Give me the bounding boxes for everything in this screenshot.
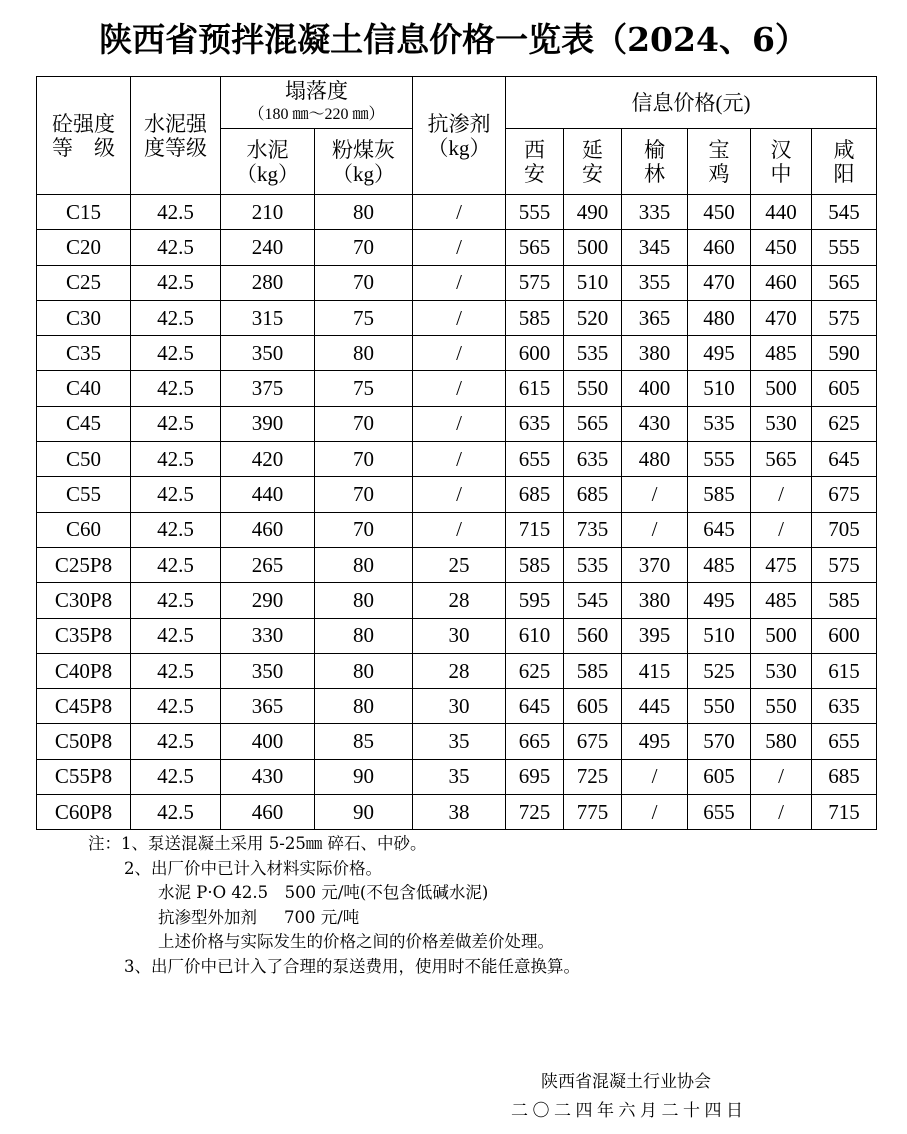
- cell-hanzhong: /: [751, 759, 812, 794]
- note-2-admixture-price: 抗渗型外加剂 700 元/吨: [158, 907, 360, 927]
- cell-grade: C30P8: [37, 583, 131, 618]
- cell-xianyang: 635: [812, 689, 877, 724]
- cell-xianyang: 615: [812, 653, 877, 688]
- cell-cement: 365: [221, 689, 315, 724]
- cell-cement: 390: [221, 406, 315, 441]
- header-slump: [221, 77, 413, 129]
- cell-cement-grade: 42.5: [131, 618, 221, 653]
- cell-grade: C60P8: [37, 795, 131, 830]
- cell-xian: 625: [506, 653, 564, 688]
- cell-yanan: 605: [564, 689, 622, 724]
- cell-grade: C55: [37, 477, 131, 512]
- cell-flyash: 70: [315, 477, 413, 512]
- header-flyash: 粉煤灰 （kg）: [315, 129, 413, 195]
- page-title: 陕西省预拌混凝土信息价格一览表（2024、6）: [99, 20, 808, 59]
- cell-baoji: 605: [688, 759, 751, 794]
- cell-yanan: 735: [564, 512, 622, 547]
- cell-xian: 635: [506, 406, 564, 441]
- cell-yanan: 775: [564, 795, 622, 830]
- cell-xianyang: 645: [812, 442, 877, 477]
- cell-yanan: 565: [564, 406, 622, 441]
- table-row: [37, 265, 877, 300]
- cell-yulin: /: [622, 759, 688, 794]
- header-grade: 砼强度 等 级: [37, 77, 131, 195]
- cell-xianyang: 685: [812, 759, 877, 794]
- cell-grade: C45: [37, 406, 131, 441]
- cell-cement: 265: [221, 547, 315, 582]
- header-city-xianyang: 咸 阳: [812, 129, 877, 195]
- cell-hanzhong: 485: [751, 336, 812, 371]
- table-row: [37, 230, 877, 265]
- cell-xianyang: 555: [812, 230, 877, 265]
- header-cement: 水泥 （kg）: [221, 129, 315, 195]
- cell-cement-grade: 42.5: [131, 583, 221, 618]
- cell-agent: 35: [413, 759, 506, 794]
- cell-grade: C40: [37, 371, 131, 406]
- cell-cement: 400: [221, 724, 315, 759]
- header-price-group: 信息价格(元): [506, 77, 877, 129]
- cell-cement-grade: 42.5: [131, 230, 221, 265]
- header-city-yulin: 榆 林: [622, 129, 688, 195]
- cell-grade: C25: [37, 265, 131, 300]
- cell-yulin: 345: [622, 230, 688, 265]
- note-1: 注：1、泵送混凝土采用 5-25㎜ 碎石、中砂。: [88, 834, 427, 853]
- cell-grade: C25P8: [37, 547, 131, 582]
- cell-grade: C50: [37, 442, 131, 477]
- cell-hanzhong: 550: [751, 689, 812, 724]
- cell-cement-grade: 42.5: [131, 689, 221, 724]
- cell-agent: /: [413, 512, 506, 547]
- cell-grade: C50P8: [37, 724, 131, 759]
- note-2-difference: 上述价格与实际发生的价格之间的价格差做差价处理。: [158, 932, 554, 951]
- cell-cement-grade: 42.5: [131, 724, 221, 759]
- header-city-baoji: 宝 鸡: [688, 129, 751, 195]
- cell-cement-grade: 42.5: [131, 653, 221, 688]
- cell-xian: 600: [506, 336, 564, 371]
- table-row: [37, 583, 877, 618]
- cell-agent: /: [413, 265, 506, 300]
- cell-yanan: 560: [564, 618, 622, 653]
- issue-date: 二〇二四年六月二十四日: [511, 1101, 748, 1121]
- cell-cement-grade: 42.5: [131, 195, 221, 230]
- cell-xian: 715: [506, 512, 564, 547]
- cell-cement-grade: 42.5: [131, 512, 221, 547]
- cell-cement: 460: [221, 512, 315, 547]
- cell-yanan: 675: [564, 724, 622, 759]
- cell-flyash: 80: [315, 653, 413, 688]
- cell-hanzhong: 500: [751, 618, 812, 653]
- cell-yulin: /: [622, 477, 688, 512]
- cell-xianyang: 705: [812, 512, 877, 547]
- cell-yanan: 490: [564, 195, 622, 230]
- cell-yulin: 355: [622, 265, 688, 300]
- cell-baoji: 550: [688, 689, 751, 724]
- cell-xian: 595: [506, 583, 564, 618]
- cell-hanzhong: /: [751, 477, 812, 512]
- cell-yanan: 535: [564, 547, 622, 582]
- cell-flyash: 85: [315, 724, 413, 759]
- cell-hanzhong: 460: [751, 265, 812, 300]
- cell-baoji: 655: [688, 795, 751, 830]
- cell-baoji: 485: [688, 547, 751, 582]
- cell-yulin: 400: [622, 371, 688, 406]
- cell-agent: /: [413, 336, 506, 371]
- cell-yanan: 510: [564, 265, 622, 300]
- table-row: [37, 547, 877, 582]
- cell-agent: 38: [413, 795, 506, 830]
- cell-cement-grade: 42.5: [131, 547, 221, 582]
- cell-baoji: 495: [688, 583, 751, 618]
- price-table: [36, 76, 877, 830]
- cell-agent: /: [413, 442, 506, 477]
- cell-grade: C35P8: [37, 618, 131, 653]
- table-row: [37, 477, 877, 512]
- header-slump-label: 塌落度: [285, 78, 348, 103]
- cell-cement: 240: [221, 230, 315, 265]
- cell-baoji: 585: [688, 477, 751, 512]
- cell-yanan: 500: [564, 230, 622, 265]
- cell-baoji: 470: [688, 265, 751, 300]
- cell-cement: 210: [221, 195, 315, 230]
- cell-flyash: 80: [315, 689, 413, 724]
- cell-cement-grade: 42.5: [131, 371, 221, 406]
- cell-agent: 30: [413, 618, 506, 653]
- cell-hanzhong: 530: [751, 653, 812, 688]
- cell-hanzhong: 530: [751, 406, 812, 441]
- cell-cement-grade: 42.5: [131, 265, 221, 300]
- table-row: [37, 653, 877, 688]
- cell-cement-grade: 42.5: [131, 406, 221, 441]
- cell-baoji: 555: [688, 442, 751, 477]
- cell-xianyang: 600: [812, 618, 877, 653]
- cell-cement: 330: [221, 618, 315, 653]
- cell-xianyang: 605: [812, 371, 877, 406]
- cell-yanan: 520: [564, 300, 622, 335]
- cell-cement-grade: 42.5: [131, 442, 221, 477]
- cell-hanzhong: 440: [751, 195, 812, 230]
- cell-flyash: 70: [315, 230, 413, 265]
- cell-xianyang: 575: [812, 547, 877, 582]
- cell-hanzhong: 485: [751, 583, 812, 618]
- cell-flyash: 90: [315, 795, 413, 830]
- cell-xian: 645: [506, 689, 564, 724]
- cell-grade: C35: [37, 336, 131, 371]
- table-row: [37, 442, 877, 477]
- cell-xianyang: 575: [812, 300, 877, 335]
- cell-flyash: 70: [315, 265, 413, 300]
- cell-xianyang: 565: [812, 265, 877, 300]
- cell-flyash: 75: [315, 300, 413, 335]
- table-row: [37, 759, 877, 794]
- cell-xian: 610: [506, 618, 564, 653]
- cell-yulin: 415: [622, 653, 688, 688]
- header-cement-grade: 水泥强 度等级: [131, 77, 221, 195]
- cell-yulin: 430: [622, 406, 688, 441]
- cell-xianyang: 590: [812, 336, 877, 371]
- cell-flyash: 90: [315, 759, 413, 794]
- cell-grade: C45P8: [37, 689, 131, 724]
- table-row: [37, 336, 877, 371]
- cell-hanzhong: 580: [751, 724, 812, 759]
- cell-cement: 280: [221, 265, 315, 300]
- cell-baoji: 450: [688, 195, 751, 230]
- cell-cement-grade: 42.5: [131, 477, 221, 512]
- cell-hanzhong: /: [751, 512, 812, 547]
- cell-hanzhong: 500: [751, 371, 812, 406]
- cell-yanan: 550: [564, 371, 622, 406]
- cell-baoji: 510: [688, 371, 751, 406]
- cell-agent: 28: [413, 653, 506, 688]
- cell-cement: 375: [221, 371, 315, 406]
- price-table-body: [37, 195, 877, 830]
- note-2-cement-price: 水泥 P·O 42.5 500 元/吨(不包含低碱水泥): [158, 883, 489, 902]
- cell-xianyang: 715: [812, 795, 877, 830]
- cell-flyash: 80: [315, 336, 413, 371]
- cell-xian: 655: [506, 442, 564, 477]
- cell-xian: 565: [506, 230, 564, 265]
- cell-yanan: 585: [564, 653, 622, 688]
- cell-cement: 430: [221, 759, 315, 794]
- cell-yulin: 395: [622, 618, 688, 653]
- cell-cement-grade: 42.5: [131, 336, 221, 371]
- cell-agent: 30: [413, 689, 506, 724]
- cell-xian: 685: [506, 477, 564, 512]
- cell-yanan: 685: [564, 477, 622, 512]
- cell-agent: 28: [413, 583, 506, 618]
- cell-baoji: 510: [688, 618, 751, 653]
- table-row: [37, 795, 877, 830]
- cell-baoji: 535: [688, 406, 751, 441]
- cell-grade: C30: [37, 300, 131, 335]
- cell-agent: 35: [413, 724, 506, 759]
- cell-baoji: 645: [688, 512, 751, 547]
- cell-yulin: 335: [622, 195, 688, 230]
- cell-flyash: 80: [315, 583, 413, 618]
- cell-xianyang: 675: [812, 477, 877, 512]
- cell-agent: /: [413, 230, 506, 265]
- cell-yulin: 380: [622, 583, 688, 618]
- cell-flyash: 70: [315, 512, 413, 547]
- cell-flyash: 80: [315, 195, 413, 230]
- cell-yanan: 725: [564, 759, 622, 794]
- header-city-yanan: 延 安: [564, 129, 622, 195]
- cell-agent: /: [413, 477, 506, 512]
- cell-yulin: /: [622, 512, 688, 547]
- cell-hanzhong: 450: [751, 230, 812, 265]
- note-2: 2、出厂价中已计入材料实际价格。: [124, 858, 382, 878]
- cell-grade: C20: [37, 230, 131, 265]
- cell-xian: 695: [506, 759, 564, 794]
- cell-baoji: 570: [688, 724, 751, 759]
- cell-agent: /: [413, 406, 506, 441]
- header-city-xian: 西 安: [506, 129, 564, 195]
- cell-cement: 350: [221, 653, 315, 688]
- cell-xian: 665: [506, 724, 564, 759]
- cell-agent: /: [413, 300, 506, 335]
- cell-hanzhong: 470: [751, 300, 812, 335]
- notes: [88, 832, 580, 979]
- cell-grade: C55P8: [37, 759, 131, 794]
- cell-agent: /: [413, 195, 506, 230]
- table-row: [37, 724, 877, 759]
- cell-flyash: 75: [315, 371, 413, 406]
- table-row: [37, 195, 877, 230]
- cell-flyash: 80: [315, 547, 413, 582]
- note-3: 3、出厂价中已计入了合理的泵送费用，使用时不能任意换算。: [124, 956, 580, 976]
- cell-yanan: 545: [564, 583, 622, 618]
- cell-flyash: 70: [315, 442, 413, 477]
- cell-cement: 350: [221, 336, 315, 371]
- cell-xian: 575: [506, 265, 564, 300]
- cell-baoji: 495: [688, 336, 751, 371]
- cell-cement: 290: [221, 583, 315, 618]
- cell-hanzhong: 475: [751, 547, 812, 582]
- cell-xianyang: 585: [812, 583, 877, 618]
- cell-grade: C60: [37, 512, 131, 547]
- cell-baoji: 525: [688, 653, 751, 688]
- cell-cement: 460: [221, 795, 315, 830]
- cell-grade: C15: [37, 195, 131, 230]
- cell-xianyang: 545: [812, 195, 877, 230]
- cell-cement: 420: [221, 442, 315, 477]
- cell-hanzhong: /: [751, 795, 812, 830]
- cell-yulin: 495: [622, 724, 688, 759]
- cell-yanan: 635: [564, 442, 622, 477]
- cell-xian: 615: [506, 371, 564, 406]
- cell-xian: 585: [506, 300, 564, 335]
- table-row: [37, 300, 877, 335]
- table-row: [37, 512, 877, 547]
- cell-xianyang: 625: [812, 406, 877, 441]
- cell-grade: C40P8: [37, 653, 131, 688]
- table-row: [37, 689, 877, 724]
- table-row: [37, 618, 877, 653]
- cell-yulin: 365: [622, 300, 688, 335]
- cell-xian: 725: [506, 795, 564, 830]
- cell-cement: 440: [221, 477, 315, 512]
- cell-yulin: /: [622, 795, 688, 830]
- cell-cement-grade: 42.5: [131, 795, 221, 830]
- cell-flyash: 70: [315, 406, 413, 441]
- header-agent: 抗渗剂 （kg）: [413, 77, 506, 195]
- cell-baoji: 460: [688, 230, 751, 265]
- header-slump-range: （180 ㎜～220 ㎜）: [248, 105, 385, 123]
- cell-yulin: 380: [622, 336, 688, 371]
- header-city-hanzhong: 汉 中: [751, 129, 812, 195]
- issuer-name: 陕西省混凝土行业协会: [541, 1072, 711, 1092]
- cell-yulin: 370: [622, 547, 688, 582]
- cell-hanzhong: 565: [751, 442, 812, 477]
- cell-flyash: 80: [315, 618, 413, 653]
- cell-xian: 585: [506, 547, 564, 582]
- cell-agent: 25: [413, 547, 506, 582]
- cell-cement-grade: 42.5: [131, 759, 221, 794]
- table-row: [37, 371, 877, 406]
- cell-yulin: 480: [622, 442, 688, 477]
- cell-xianyang: 655: [812, 724, 877, 759]
- cell-yanan: 535: [564, 336, 622, 371]
- cell-yulin: 445: [622, 689, 688, 724]
- cell-xian: 555: [506, 195, 564, 230]
- cell-baoji: 480: [688, 300, 751, 335]
- cell-cement-grade: 42.5: [131, 300, 221, 335]
- cell-cement: 315: [221, 300, 315, 335]
- cell-agent: /: [413, 371, 506, 406]
- table-row: [37, 406, 877, 441]
